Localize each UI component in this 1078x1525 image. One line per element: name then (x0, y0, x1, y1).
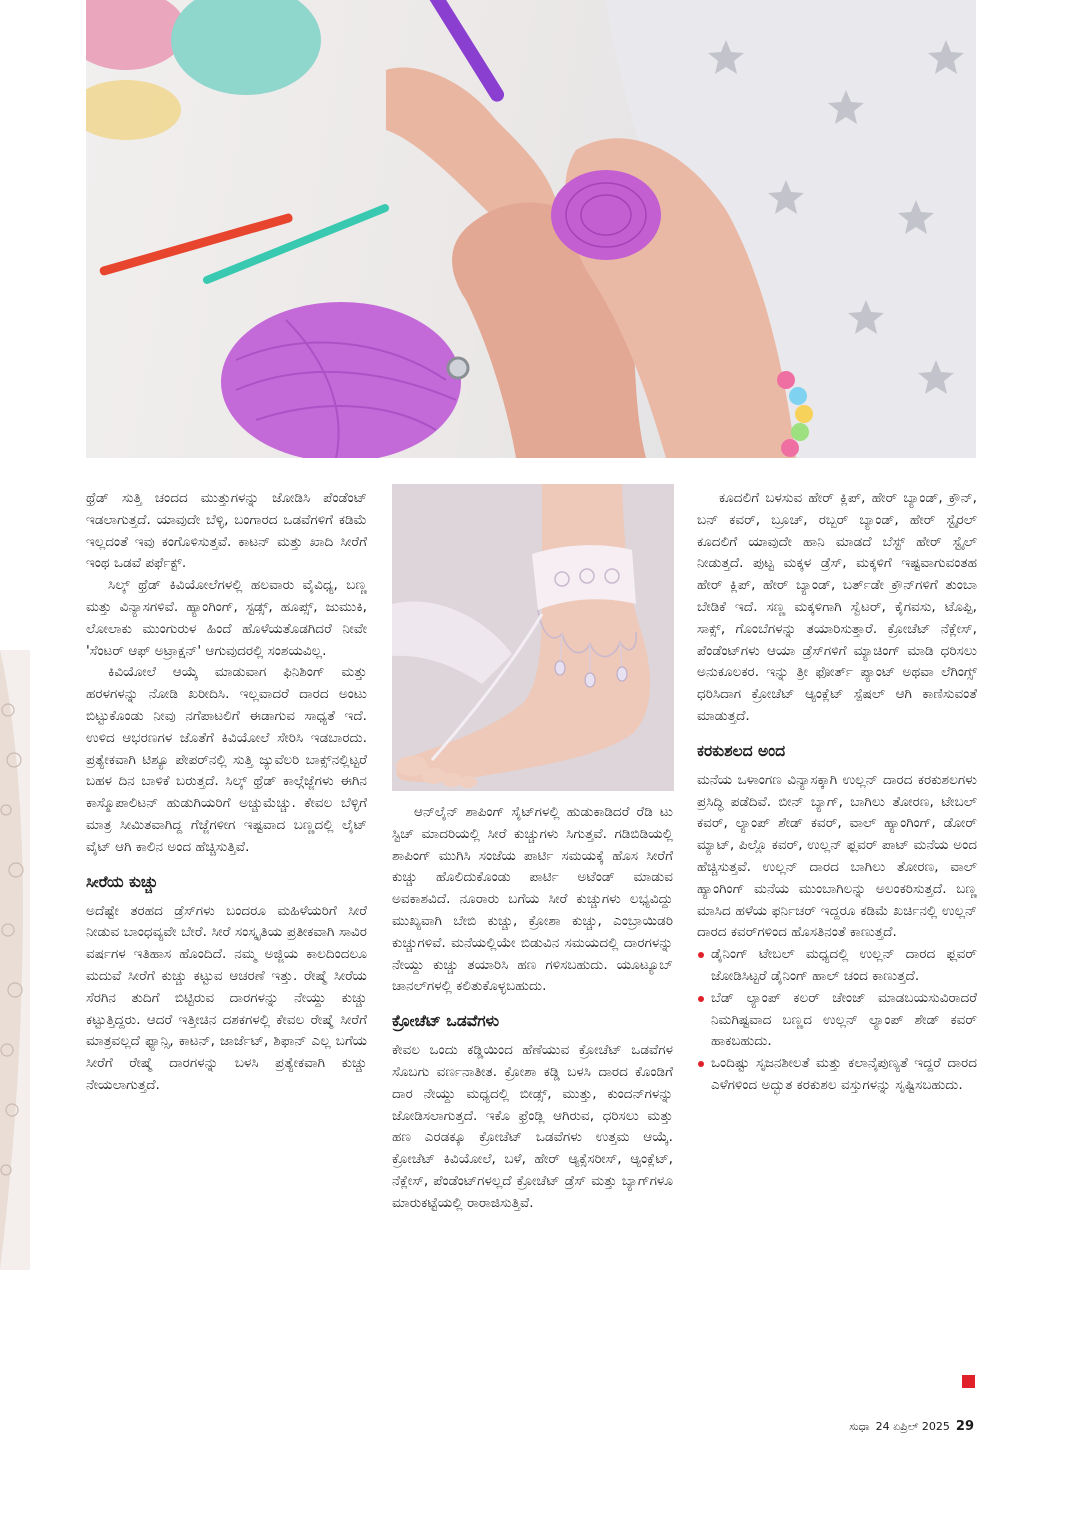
lace-pattern (0, 650, 30, 1270)
crochet-anklet-photo (392, 484, 674, 791)
bullet-item-2: ಬೆಡ್ ಲ್ಯಾಂಪ್ ಕಲರ್ ಚೇಂಜ್ ಮಾಡಬಯಸುವಿರಾದರೆ ನಿಮಗಿಷ್ಟವಾದ ಬಣ್ಣದ ಉಲ್ಲನ್ ಲ್ಯಾಂಪ್ ಶೇಡ್ ಕವರ್ ಹಾಕಬಹುದು. (697, 988, 977, 1053)
article-end-square-icon (962, 1375, 975, 1388)
column-3 (697, 488, 977, 1097)
col1-paragraph-2: ಸಿಲ್ಕ್ ಥ್ರೆಡ್ ಕಿವಿಯೋಲೆಗಳಲ್ಲಿ ಹಲವಾರು ವೈವಿಧ್ಯ, ಬಣ್ಣ ಮತ್ತು ವಿನ್ಯಾಸಗಳಿವೆ. ಹ್ಯಾಂಗಿಂಗ್, ಸ್ಟಡ್ಸ್, ಹೂಪ್ಸ್, ಜುಮುಕಿ, ಲೋಲಾಕು ಮುಂಗುರುಳ ಹಿಂದೆ ಹೊಳೆಯತೊಡಗಿದರೆ ನೀವೇ 'ಸೆಂಟರ್ ಆಫ್ ಅಟ್ರಾಕ್ಷನ್' ಆಗುವುದರಲ್ಲಿ ಸಂಶಯವಿಲ್ಲ. (86, 577, 367, 659)
page-footer (849, 1419, 974, 1435)
page-number: 29 (955, 1419, 974, 1434)
col3-paragraph-2: ಮನೆಯ ಒಳಾಂಗಣ ವಿನ್ಯಾಸಕ್ಕಾಗಿ ಉಲ್ಲನ್ ದಾರದ ಕರಕುಶಲಗಳು ಪ್ರಸಿದ್ಧಿ ಪಡೆದಿವೆ. ಬೀನ್ ಬ್ಯಾಗ್, ಬಾಗಿಲು ತೋರಣ, ಟೇಬಲ್ ಕವರ್, ಲ್ಯಾಂಪ್ ಶೇಡ್ ಕವರ್, ವಾಲ್ ಹ್ಯಾಂಗಿಂಗ್, ಡೋರ್ ಮ್ಯಾಟ್, ಪಿಲ್ಲೊ ಕವರ್, ಉಲ್ಲನ್ ಫ್ಲವರ್ ಪಾಟ್ ಮನೆಯ ಅಂದ ಹೆಚ್ಚಿಸುತ್ತವೆ. ಉಲ್ಲನ್ ದಾರದ ಬಾಗಿಲು ತೋರಣ, ವಾಲ್ ಹ್ಯಾಂಗಿಂಗ್ ಮನೆಯ ಮುಂಬಾಗಿಲನ್ನು ಅಲಂಕರಿಸುತ್ತದೆ. ಬಣ್ಣ ಮಾಸಿದ ಹಳೆಯ ಫರ್ನಿಚರ್ ಇದ್ದರೂ ಕಡಿಮೆ ಖರ್ಚಿನಲ್ಲಿ ಉಲ್ಲನ್ ದಾರದ ಕವರ್‌ಗಳಿಂದ ಹೊಸತಿನಂತೆ ಕಾಣುತ್ತದೆ. (697, 771, 977, 941)
col1-paragraph-3: ಕಿವಿಯೋಲೆ ಆಯ್ಕೆ ಮಾಡುವಾಗ ಫಿನಿಶಿಂಗ್ ಮತ್ತು ಹರಳಗಳನ್ನು ನೋಡಿ ಖರೀದಿಸಿ. ಇಲ್ಲವಾದರೆ ದಾರದ ಅಂಟು ಬಿಟ್ಟುಕೊಂಡು ನೀವು ನಗೆಪಾಟಲಿಗೆ ಈಡಾಗುವ ಸಾಧ್ಯತೆ ಇದೆ. ಉಳಿದ ಆಭರಣಗಳ ಜೊತೆಗೆ ಕಿವಿಯೋಲೆ ಸೇರಿಸಿ ಇಡಬಾರದು. ಪ್ರತ್ಯೇಕವಾಗಿ ಟಿಶ್ಯೂ ಪೇಪರ್‌ನಲ್ಲಿ ಸುತ್ತಿ ಜ್ಯುವೆಲರಿ ಬಾಕ್ಸ್‌ನಲ್ಲಿಟ್ಟರೆ ಬಹಳ ದಿನ ಬಾಳಿಕೆ ಬರುತ್ತದೆ. ಸಿಲ್ಕ್ ಥ್ರೆಡ್ ಕಾಲ್ಗೆಜ್ಜೆಗಳು ಈಗಿನ ಕಾಸ್ಮೊಪಾಲಿಟನ್ ಹುಡುಗಿಯರಿಗೆ ಅಚ್ಚುಮೆಚ್ಚು. ಕೇವಲ ಬೆಳ್ಳಿಗೆ ಮಾತ್ರ ಸೀಮಿತವಾಗಿದ್ದ ಗೆಜ್ಜೆಗಳೀಗ ಇಷ್ಟವಾದ ಬಣ್ಣದಲ್ಲಿ ಲೈಟ್ ವೈಟ್ ಆಗಿ ಕಾಲಿನ ಅಂದ ಹೆಚ್ಚಿಸುತ್ತಿವೆ. (86, 664, 367, 855)
heading-handicraft-beauty: ಕರಕುಶಲದ ಅಂದ (697, 741, 786, 760)
col1-paragraph-1: ಥ್ರೆಡ್ ಸುತ್ತಿ ಚಂದದ ಮುತ್ತುಗಳನ್ನು ಜೋಡಿಸಿ ಪೆಂಡೆಂಟ್ ಇಡಲಾಗುತ್ತದೆ. ಯಾವುದೇ ಬೆಳ್ಳಿ, ಬಂಗಾರದ ಒಡವೆಗಳಿಗೆ ಕಡಿಮೆ ಇಲ್ಲದಂತೆ ಇವು ಕಂಗೊಳಿಸುತ್ತವೆ. ಕಾಟನ್ ಮತ್ತು ಖಾದಿ ಸೀರೆಗೆ ಇಂಥ ಒಡವೆ ಪರ್ಫೆಕ್ಟ್. (86, 490, 367, 572)
crochet-hands-photo (86, 0, 976, 458)
anklet-illustration (392, 484, 674, 791)
lace-dress-edge-photo (0, 650, 30, 1270)
bullet-item-3: ಒಂದಿಷ್ಟು ಸೃಜನಶೀಲತೆ ಮತ್ತು ಕಲಾನೈಪುಣ್ಯತೆ ಇದ್ದರೆ ದಾರದ ಎಳೆಗಳಿಂದ ಅದ್ಭುತ ಕರಕುಶಲ ವಸ್ತುಗಳನ್ನು ಸೃಷ್ಟಿಸಬಹುದು. (697, 1053, 977, 1097)
heading-saree-tassel: ಸೀರೆಯ ಕುಚ್ಚು (86, 872, 158, 891)
col2-paragraph-2: ಕೇವಲ ಒಂದು ಕಡ್ಡಿಯಿಂದ ಹೆಣೆಯುವ ಕ್ರೋಚೆಟ್ ಒಡವೆಗಳ ಸೊಬಗು ವರ್ಣನಾತೀತ. ಕ್ರೋಶಾ ಕಡ್ಡಿ ಬಳಸಿ ದಾರದ ಕೊಂಡಿಗೆ ದಾರ ನೇಯ್ದು ಮಧ್ಯದಲ್ಲಿ ಬೀಡ್ಸ್, ಮುತ್ತು, ಕುಂದನ್‌ಗಳನ್ನು ಜೋಡಿಸಲಾಗುತ್ತದೆ. ಇಕೊ ಫ್ರೆಂಡ್ಲಿ ಆಗಿರುವ, ಧರಿಸಲು ಮತ್ತು ಹಣ ಎರಡಕ್ಕೂ ಕ್ರೋಚೆಟ್ ಒಡವೆಗಳು ಉತ್ತಮ ಆಯ್ಕೆ. ಕ್ರೋಚೆಟ್ ಕಿವಿಯೋಲೆ, ಬಳೆ, ಹೇರ್ ಆ್ಯಕ್ಸೆಸರೀಸ್, ಆ್ಯಂಕ್ಲೆಟ್, ನೆಕ್ಲೇಸ್, ಪೆಂಡೆಂಟ್‌ಗಳಲ್ಲದೆ ಕ್ರೋಚೆಟ್ ಡ್ರೆಸ್ ಮತ್ತು ಬ್ಯಾಗ್‌ಗಳೂ ಮಾರುಕಟ್ಟೆಯಲ್ಲಿ ರಾರಾಜಿಸುತ್ತಿವೆ. (392, 1042, 673, 1211)
col2-paragraph-1: ಆನ್‌ಲೈನ್ ಶಾಪಿಂಗ್ ಸೈಟ್‌ಗಳಲ್ಲಿ ಹುಡುಕಾಡಿದರೆ ರೆಡಿ ಟು ಸ್ಟಿಚ್ ಮಾದರಿಯಲ್ಲಿ ಸೀರೆ ಕುಚ್ಚುಗಳು ಸಿಗುತ್ತವೆ. ಗಡಿಬಿಡಿಯಲ್ಲಿ ಶಾಪಿಂಗ್ ಮುಗಿಸಿ ಸಂಜೆಯ ಪಾರ್ಟಿ ಸಮಯಕ್ಕೆ ಹೊಸ ಸೀರೆಗೆ ಕುಚ್ಚು ಹೊಲಿದುಕೊಂಡು ಪಾರ್ಟಿ ಅಟೆಂಡ್ ಮಾಡುವ ಅವಕಾಶವಿದೆ. ನೂರಾರು ಬಗೆಯ ಸೀರೆ ಕುಚ್ಚುಗಳು ಲಭ್ಯವಿದ್ದು ಮುಖ್ಯವಾಗಿ ಬೇಬಿ ಕುಚ್ಚು, ಕ್ರೋಶಾ ಕುಚ್ಚು, ಎಂಬ್ರಾಯಿಡರಿ ಕುಚ್ಚುಗಳಿವೆ. ಮನೆಯಲ್ಲಿಯೇ ಬಿಡುವಿನ ಸಮಯದಲ್ಲಿ ದಾರಗಳನ್ನು ನೇಯ್ದು ಕುಚ್ಚು ತಯಾರಿಸಿ ಹಣ ಗಳಿಸಬಹುದು. ಯೂಟ್ಯೂಬ್ ಚಾನಲ್‌ಗಳಲ್ಲಿ ಕಲಿತುಕೊಳ್ಳಬಹುದು. (392, 804, 673, 995)
bullet-item-1: ಡೈನಿಂಗ್ ಟೇಬಲ್ ಮಧ್ಯದಲ್ಲಿ ಉಲ್ಲನ್ ದಾರದ ಫ್ಲವರ್ ಜೋಡಿಸಿಟ್ಟರೆ ಡೈನಿಂಗ್ ಹಾಲ್ ಚಂದ ಕಾಣುತ್ತದೆ. (697, 944, 977, 988)
heading-crochet-jewellery: ಕ್ರೋಚೆಟ್ ಒಡವೆಗಳು (392, 1012, 499, 1031)
col3-paragraph-1: ಕೂದಲಿಗೆ ಬಳಸುವ ಹೇರ್ ಕ್ಲಿಪ್, ಹೇರ್ ಬ್ಯಾಂಡ್, ಕ್ರೌನ್, ಬನ್ ಕವರ್, ಬ್ರೂಚ್, ರಬ್ಬರ್ ಬ್ಯಾಂಡ್, ಹೇರ್ ಸ್ಟೈರಲ್ ಕೂದಲಿಗೆ ಯಾವುದೇ ಹಾನಿ ಮಾಡದೆ ಬೆಸ್ಟ್ ಹೇರ್ ಸ್ಟೈಲ್ ನೀಡುತ್ತದೆ. ಪುಟ್ಟ ಮಕ್ಕಳ ಡ್ರೆಸ್, ಮಕ್ಕಳಿಗೆ ಇಷ್ಟವಾಗುವಂತಹ ಹೇರ್ ಕ್ಲಿಪ್, ಹೇರ್ ಬ್ಯಾಂಡ್, ಬರ್ತ್‌ಡೇ ಕ್ರೌನ್‌ಗಳಿಗೆ ತುಂಬಾ ಬೇಡಿಕೆ ಇದೆ. ಸಣ್ಣ ಮಕ್ಕಳಿಗಾಗಿ ಸ್ವೆಟರ್, ಕೈಗವಸು, ಟೊಪ್ಪಿ, ಸಾಕ್ಸ್, ಗೊಂಬೆಗಳನ್ನು ತಯಾರಿಸುತ್ತಾರೆ. ಕ್ರೋಚೆಟ್ ನೆಕ್ಲೇಸ್, ಪೆಂಡೆಂಟ್‌ಗಳು ಆಯಾ ಡ್ರೆಸ್‌ಗಳಿಗೆ ಮ್ಯಾಚಿಂಗ್ ಮಾಡಿ ಧರಿಸಲು ಅನುಕೂಲಕರ. ಇನ್ನು ತ್ರೀ ಫೋರ್ತ್ ಪ್ಯಾಂಟ್ ಅಥವಾ ಲೆಗಿಂಗ್ಸ್ ಧರಿಸಿದಾಗ ಕ್ರೋಚೆಟ್ ಆ್ಯಂಕ್ಲೆಟ್ ಸ್ಪೆಷಲ್ ಆಗಿ ಕಾಣಿಸುವಂತೆ ಮಾಡುತ್ತದೆ. (697, 490, 977, 724)
issue-date: 24 ಏಪ್ರಿಲ್ 2025 (875, 1420, 950, 1433)
column-1 (86, 488, 367, 1097)
col1-paragraph-4: ಅದೆಷ್ಟೇ ತರಹದ ಡ್ರೆಸ್‌ಗಳು ಬಂದರೂ ಮಹಿಳೆಯರಿಗೆ ಸೀರೆ ನೀಡುವ ಬಾಂಧವ್ಯವೇ ಬೇರೆ. ಸೀರೆ ಸಂಸ್ಕೃತಿಯ ಪ್ರತೀಕವಾಗಿ ಸಾವಿರ ವರ್ಷಗಳ ಇತಿಹಾಸ ಹೊಂದಿದೆ. ನಮ್ಮ ಅಜ್ಜಿಯ ಕಾಲದಿಂದಲೂ ಮದುವೆ ಸೀರೆಗೆ ಕುಚ್ಚು ಕಟ್ಟುವ ಆಚರಣೆ ಇತ್ತು. ರೇಷ್ಮೆ ಸೀರೆಯ ಸೆರಗಿನ ತುದಿಗೆ ಬಿಟ್ಟಿರುವ ದಾರಗಳನ್ನು ನೇಯ್ದು ಕುಚ್ಚು ಕಟ್ಟುತ್ತಿದ್ದರು. ಆದರೆ ಇತ್ತೀಚಿನ ದಶಕಗಳಲ್ಲಿ ಕೇವಲ ರೇಷ್ಮೆ ಸೀರೆಗೆ ಮಾತ್ರವಲ್ಲದೆ ಫ್ಯಾನ್ಸಿ, ಕಾಟನ್, ಜಾರ್ಜೆಟ್, ಶಿಫಾನ್ ಎಲ್ಲ ಬಗೆಯ ಸೀರೆಗೆ ರೇಷ್ಮೆ ದಾರಗಳನ್ನು ಬಳಸಿ ಪ್ರತ್ಯೇಕವಾಗಿ ಕುಚ್ಚು ನೇಯಲಾಗುತ್ತದೆ. (86, 902, 367, 1093)
column-2 (392, 802, 673, 1215)
magazine-name: ಸುಧಾ (849, 1420, 870, 1433)
crochet-hands-illustration (86, 0, 976, 458)
